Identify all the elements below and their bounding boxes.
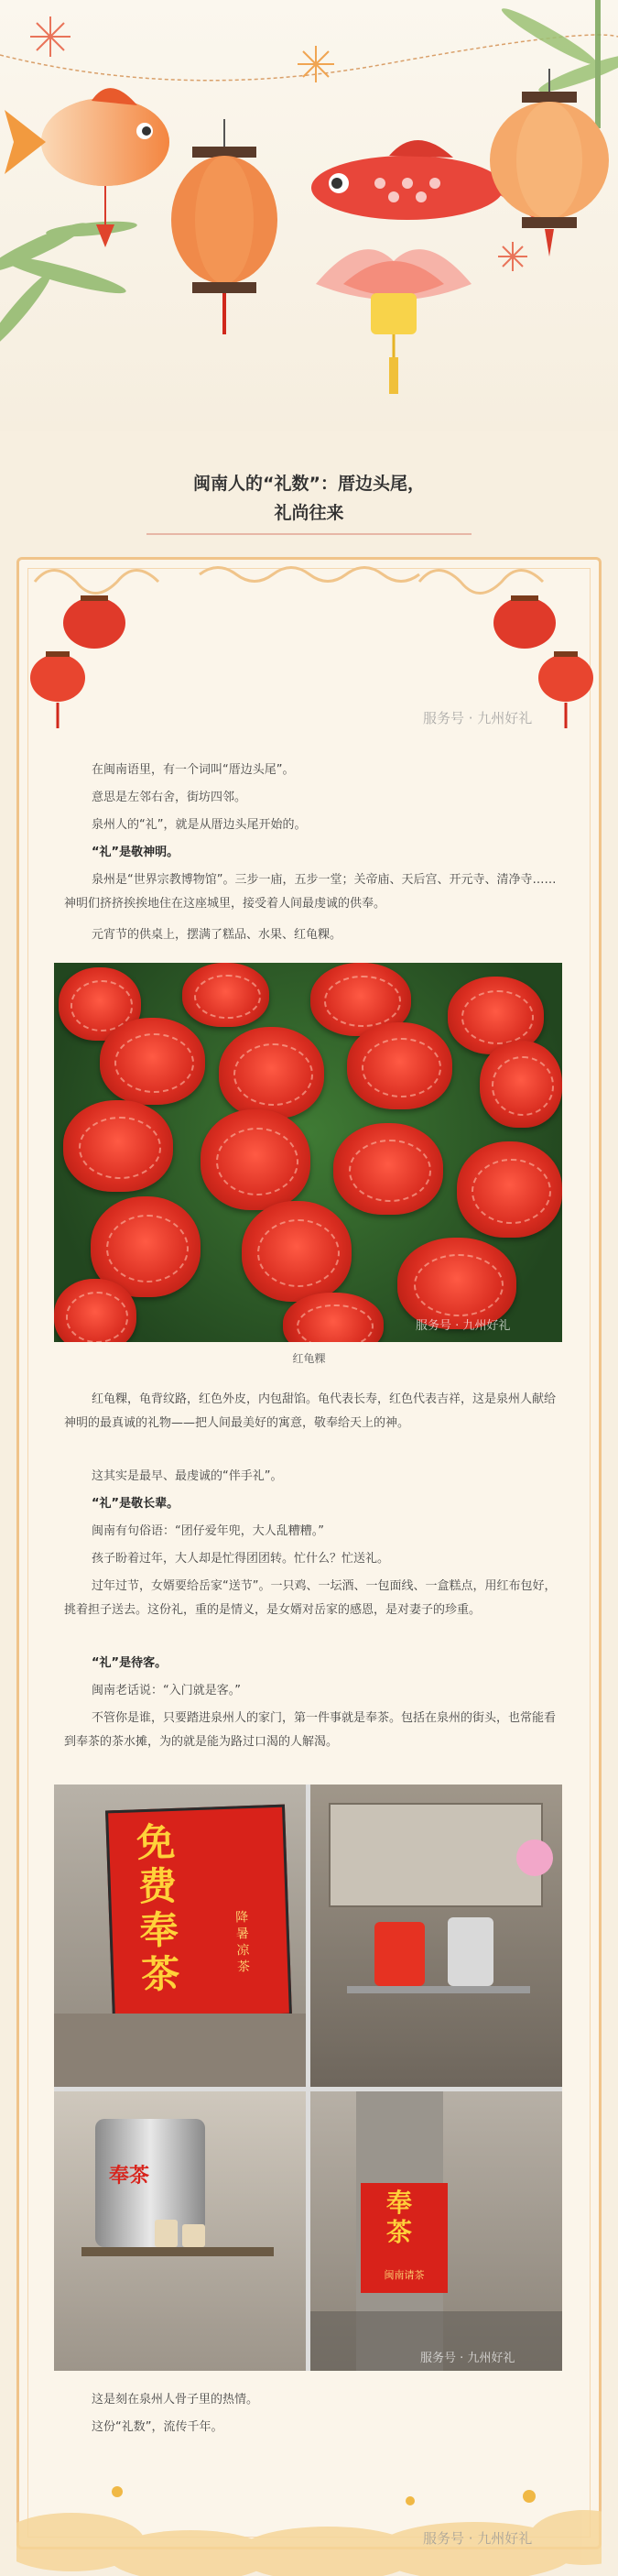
paragraph: 闽南老话说：“入门就是客。” (92, 1684, 241, 1697)
tea-stand-photo (310, 1785, 562, 2087)
column-sign-sub: 闽南请茶 (384, 2269, 425, 2281)
paragraph: 这份“礼数”，流传千年。 (92, 2420, 223, 2434)
paragraph: 元宵节的供桌上，摆满了糕品、水果、红龟粿。 (92, 928, 342, 942)
section-heading: “礼”是待客。 (92, 1656, 168, 1670)
title-underline (146, 533, 472, 535)
column-sign-main: 奉茶 (386, 2188, 413, 2247)
paragraph: 闽南有句俗语：“团仔爱年兜，大人乱糟糟。” (92, 1524, 324, 1538)
paragraph: 不管你是谁，只要踏进泉州人的家门，第一件事就是奉茶。包括在泉州的街头，也常能看到奉茶的茶水摊，为的就是能为路过口渴的人解渴。 (64, 1711, 557, 1749)
photo-caption: 红龟粿 (292, 1352, 326, 1365)
header-illustration (0, 0, 618, 431)
red-turtle-cake-photo (54, 963, 562, 1342)
watermark-footer: 服务号 · 九州好礼 (423, 2530, 533, 2547)
watermark: 服务号 · 九州好礼 (423, 710, 533, 726)
sign-sub-text: 降暑凉茶 (234, 1910, 251, 1975)
tea-kettle-photo (54, 2091, 306, 2371)
festival-lantern-illustration (0, 0, 618, 431)
paragraph: 孩子盼着过年，大人却是忙得团团转。忙什么？忙送礼。 (92, 1552, 390, 1566)
sign-main-text: 免费奉茶 (136, 1818, 181, 1998)
title-line-1: 闽南人的“礼数”：厝边头尾， (193, 474, 425, 494)
section-heading: “礼”是敬长辈。 (92, 1497, 179, 1511)
paragraph: 这是刻在泉州人骨子里的热情。 (92, 2393, 259, 2407)
photo-watermark: 服务号 · 九州好礼 (420, 2352, 515, 2365)
cloud-decoration-bottom (16, 2455, 602, 2576)
free-tea-photo-grid (54, 1785, 562, 2371)
title-line-2: 礼尚往来 (274, 503, 344, 523)
section-heading: “礼”是敬神明。 (92, 846, 179, 859)
kettle-label: 奉茶 (109, 2164, 150, 2188)
paragraph: 过年过节，女婿要给岳家“送节”。一只鸡、一坛酒、一包面线、一盒糕点，用红布包好，挑着担子送去。这份礼，重的是情义，是女婿对岳家的感恩，是对妻子的珍重。 (64, 1579, 557, 1617)
tea-column-sign-photo (310, 2091, 562, 2371)
paragraph: 这其实是最早、最虔诚的“伴手礼”。 (92, 1469, 283, 1483)
photo-watermark: 服务号 · 九州好礼 (416, 1319, 511, 1333)
paragraph: 泉州人的“礼”，就是从厝边头尾开始的。 (92, 818, 307, 832)
tea-sign-photo (54, 1785, 306, 2087)
paragraph: 红龟粿，龟背纹路，红色外皮，内包甜馅。龟代表长寿，红色代表吉祥，这是泉州人献给神明的最真诚的礼物——把人间最美好的寓意，敬奉给天上的神。 (64, 1392, 557, 1430)
paragraph: 泉州是“世界宗教博物馆”。三步一庙，五步一堂；关帝庙、天后宫、开元寺、清净寺……神明们挤挤挨挨地住在这座城里，接受着人间最虔诚的供奉。 (64, 873, 557, 911)
paragraph: 在闽南语里，有一个词叫“厝边头尾”。 (92, 763, 295, 777)
article-title (137, 469, 481, 528)
paragraph: 意思是左邻右舍，街坊四邻。 (92, 791, 247, 804)
